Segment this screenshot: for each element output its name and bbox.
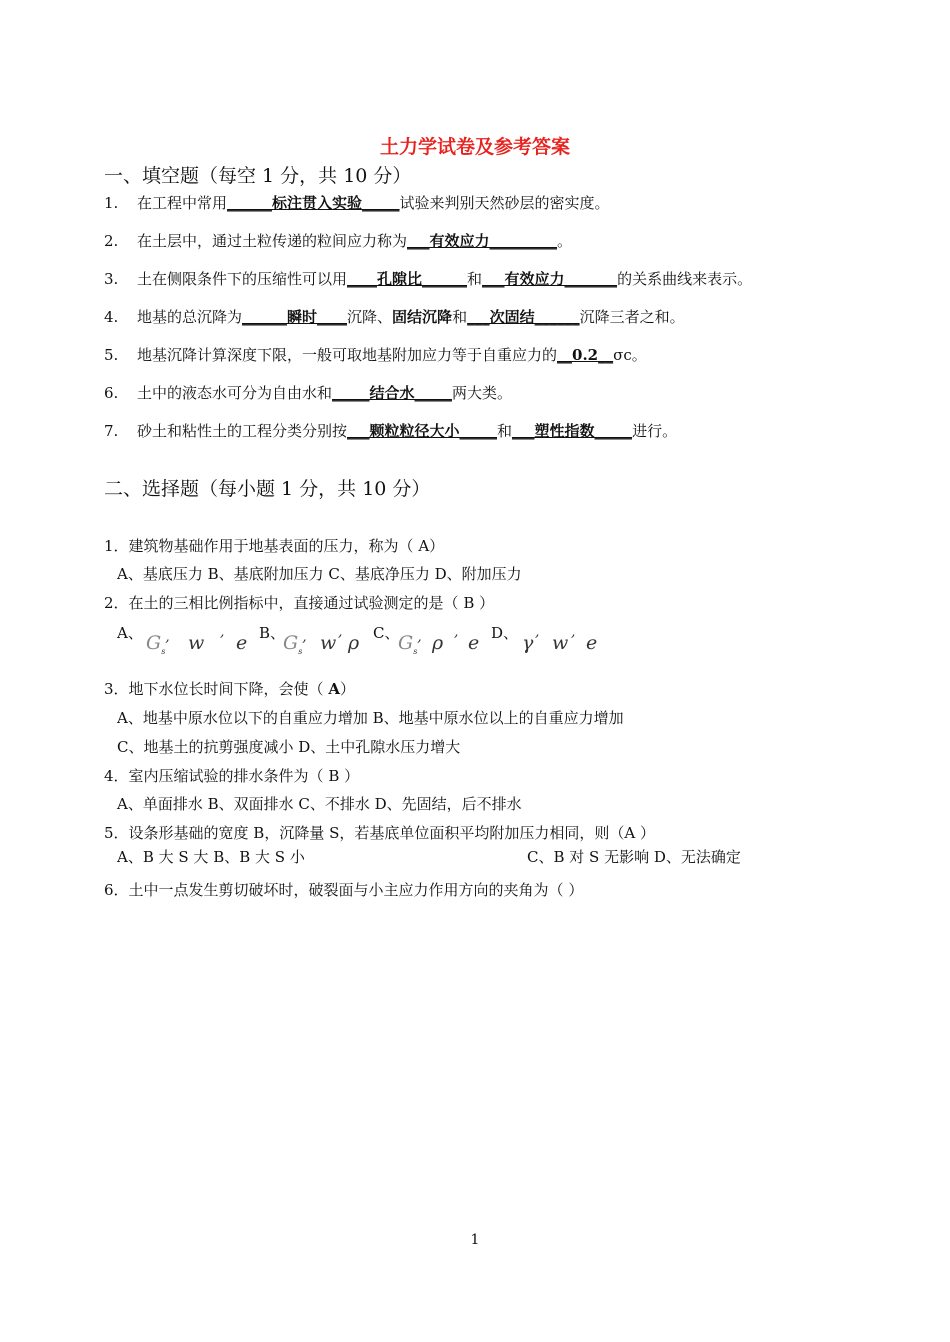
- question-text: 3．地下水位长时间下降，会使（: [104, 680, 329, 698]
- fill-question-1: [104, 192, 610, 213]
- answer-blank: __0.2__: [557, 346, 614, 364]
- option-d-label: D、: [491, 624, 519, 642]
- question-text: 。: [557, 232, 573, 250]
- separator: ,: [338, 624, 343, 640]
- option-a-label: A、: [117, 624, 143, 642]
- page-title: 土力学试卷及参考答案: [379, 136, 570, 158]
- answer-blank: ___次固结______: [467, 308, 580, 326]
- fill-question-7: [104, 420, 677, 441]
- option-c-label: C、: [373, 624, 400, 642]
- subscript-s: s: [161, 646, 166, 656]
- choice-question-2: 2．在土的三相比例指标中，直接通过试验测定的是（ B ）: [104, 594, 495, 612]
- subscript-s: s: [298, 646, 303, 656]
- answer-blank: ____孔隙比______: [347, 270, 468, 288]
- section2-heading: 二、选择题（每小题 1 分，共 10 分）: [104, 478, 431, 500]
- separator: ,: [571, 624, 576, 640]
- question-text: 在土层中，通过土粒传递的粒间应力称为: [137, 232, 408, 250]
- answer-blank: ___塑性指数_____: [512, 422, 633, 440]
- rho-symbol: ρ: [432, 632, 444, 654]
- gs-symbol: G: [146, 632, 162, 654]
- choice-question-6: 6．土中一点发生剪切破坏时，破裂面与小主应力作用方向的夹角为（ ）: [104, 881, 584, 899]
- choice-question-4-options: A、单面排水 B、双面排水 C、不排水 D、先固结，后不排水: [117, 795, 522, 813]
- answer-blank: ______标注贯入实验_____: [227, 194, 400, 212]
- w-symbol: w: [320, 632, 337, 654]
- question-number: 7.: [104, 422, 119, 440]
- question-text: 两大类。: [452, 384, 513, 402]
- choice-question-1: 1．建筑物基础作用于地基表面的压力，称为（ A）: [104, 537, 445, 555]
- gamma-symbol: γ: [522, 632, 534, 654]
- question-number: 6.: [104, 384, 119, 402]
- answer-blank: _____结合水_____: [332, 384, 453, 402]
- question-number: 5.: [104, 346, 119, 364]
- separator: ,: [454, 624, 459, 640]
- question-text: 和: [467, 270, 483, 288]
- gs-symbol: G: [283, 632, 299, 654]
- choice-question-3-options-row1: A、地基中原水位以下的自重应力增加 B、地基中原水位以上的自重应力增加: [117, 709, 624, 727]
- separator: ,: [535, 624, 540, 640]
- question-text: 地基的总沉降为: [137, 308, 243, 326]
- choice-question-5-options-left: A、B 大 S 大 B、B 大 S 小: [117, 848, 305, 866]
- subscript-s: s: [413, 646, 418, 656]
- rho-symbol: ρ: [348, 632, 360, 654]
- separator: ,: [165, 629, 170, 645]
- question-text: 的关系曲线来表示。: [617, 270, 753, 288]
- choice-question-5: 5．设条形基础的宽度 B，沉降量 S，若基底单位面积平均附加压力相同，则（A ）: [104, 824, 655, 842]
- question-text: 土在侧限条件下的压缩性可以用: [137, 270, 348, 288]
- page-number: 1: [470, 1232, 480, 1248]
- question-text: 试验来判别天然砂层的密实度。: [399, 194, 610, 212]
- answer-blank: ______瞬时____: [242, 308, 348, 326]
- e-symbol: e: [586, 632, 598, 654]
- choice-question-3-options-row2: C、地基土的抗剪强度减小 D、土中孔隙水压力增大: [117, 738, 461, 756]
- question-text: 地基沉降计算深度下限，一般可取地基附加应力等于自重应力的: [137, 346, 558, 364]
- question-number: 1.: [104, 194, 119, 212]
- option-c-formula: [398, 629, 422, 656]
- question-text: 进行。: [632, 422, 678, 440]
- choice-question-3: [104, 678, 355, 699]
- question-number: 2.: [104, 232, 119, 250]
- question-text: 和: [497, 422, 513, 440]
- question-text: 沉降三者之和。: [579, 308, 685, 326]
- question-text: σc。: [613, 346, 647, 364]
- option-b-formula: [283, 629, 307, 656]
- separator: ,: [220, 624, 225, 640]
- question-number: 4.: [104, 308, 119, 326]
- answer-text: 固结沉降: [392, 308, 453, 326]
- question-text: 和: [452, 308, 468, 326]
- fill-question-6: [104, 382, 512, 403]
- separator: ,: [417, 629, 422, 645]
- question-text: 土中的液态水可分为自由水和: [137, 384, 333, 402]
- gs-symbol: G: [398, 632, 414, 654]
- answer-text: A: [328, 680, 340, 698]
- choice-question-1-options: A、基底压力 B、基底附加压力 C、基底净压力 D、附加压力: [117, 565, 522, 583]
- question-text: 沉降、: [347, 308, 393, 326]
- section1-heading: 一、填空题（每空 1 分，共 10 分）: [104, 165, 412, 187]
- choice-question-4: 4．室内压缩试验的排水条件为（ B ）: [104, 767, 360, 785]
- question-text: ）: [339, 680, 355, 698]
- e-symbol: e: [468, 632, 480, 654]
- fill-question-4: [104, 306, 685, 327]
- answer-blank: ___有效应力_________: [407, 232, 558, 250]
- separator: ,: [302, 629, 307, 645]
- w-symbol: w: [552, 632, 569, 654]
- question-text: 在工程中常用: [137, 194, 228, 212]
- option-a-formula: [146, 629, 170, 656]
- option-b-label: B、: [259, 624, 286, 642]
- answer-blank: ___有效应力_______: [482, 270, 618, 288]
- choice-question-5-options-right: C、B 对 S 无影响 D、无法确定: [527, 848, 741, 866]
- question-number: 3.: [104, 270, 119, 288]
- fill-question-5: [104, 344, 647, 365]
- question-text: 砂土和粘性土的工程分类分别按: [137, 422, 348, 440]
- fill-question-2: [104, 230, 572, 251]
- e-symbol: e: [236, 632, 248, 654]
- w-symbol: w: [188, 632, 205, 654]
- answer-blank: ___颗粒粒径大小_____: [347, 422, 498, 440]
- fill-question-3: [104, 268, 752, 289]
